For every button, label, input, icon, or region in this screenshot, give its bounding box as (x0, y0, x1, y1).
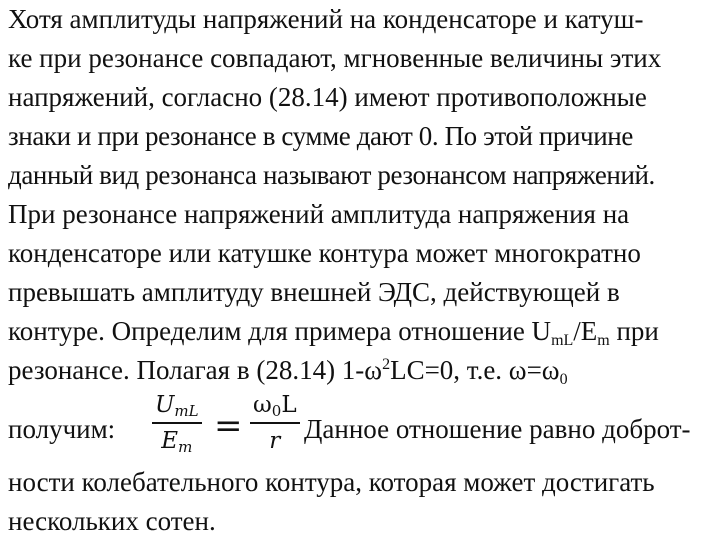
text-line-7: конденсаторе или катушке контура может многократно (8, 238, 641, 268)
text-line-10 (8, 353, 712, 387)
text-line-8: превышать амплитуду внешней ЭДС, действующей в (8, 277, 620, 307)
fraction-omega-l-over-r (250, 390, 300, 456)
text-line-6: При резонансе напряжений амплитуда напряжения на (8, 199, 630, 229)
fraction-numerator-u: UmL (155, 392, 199, 420)
fraction-bar (250, 422, 300, 424)
equals-sign: = (214, 406, 243, 446)
text-line-9 (8, 314, 712, 348)
line10-sup-2: 2 (382, 356, 391, 373)
formula-line (8, 390, 712, 462)
line9-part-c: при (609, 316, 659, 346)
line9-part-b: /E (573, 316, 598, 346)
fraction-bar (152, 422, 202, 424)
text-line-12: ности колебательного контура, которая может достигать (8, 467, 655, 497)
line9-sub-m: m (597, 332, 610, 349)
line9-sub-mL: mL (551, 332, 574, 349)
formula-suffix: Данное отношение равно доброт- (304, 414, 691, 444)
text-line-2: ке при резонансе совпадают, мгновенные величины этих (8, 43, 662, 73)
formula-prefix: получим: (8, 414, 116, 444)
text-line-4: знаки и при резонансе в сумме дают 0. По этой причине (8, 121, 633, 151)
fraction-denominator-r: r (269, 428, 281, 454)
text-line-3: напряжений, согласно (28.14) имеют противоположные (8, 82, 647, 112)
text-line-5: данный вид резонанса называют резонансом напряжений. (8, 160, 655, 190)
fraction-u-over-e (152, 390, 202, 456)
line10-sub-0: 0 (559, 371, 568, 388)
text-line-13: нескольких сотен. (8, 506, 216, 536)
line9-part-a: контуре. Определим для примера отношение U (8, 316, 552, 346)
line10-part-a: резонансе. Полагая в (28.14) 1-ω (8, 355, 383, 385)
text-line-1: Хотя амплитуды напряжений на конденсаторе и катуш- (8, 4, 644, 34)
line10-part-b: LC=0, т.е. ω=ω (390, 355, 560, 385)
fraction-denominator-e: Em (161, 428, 193, 456)
fraction-numerator-omega: ω0L (253, 392, 297, 420)
